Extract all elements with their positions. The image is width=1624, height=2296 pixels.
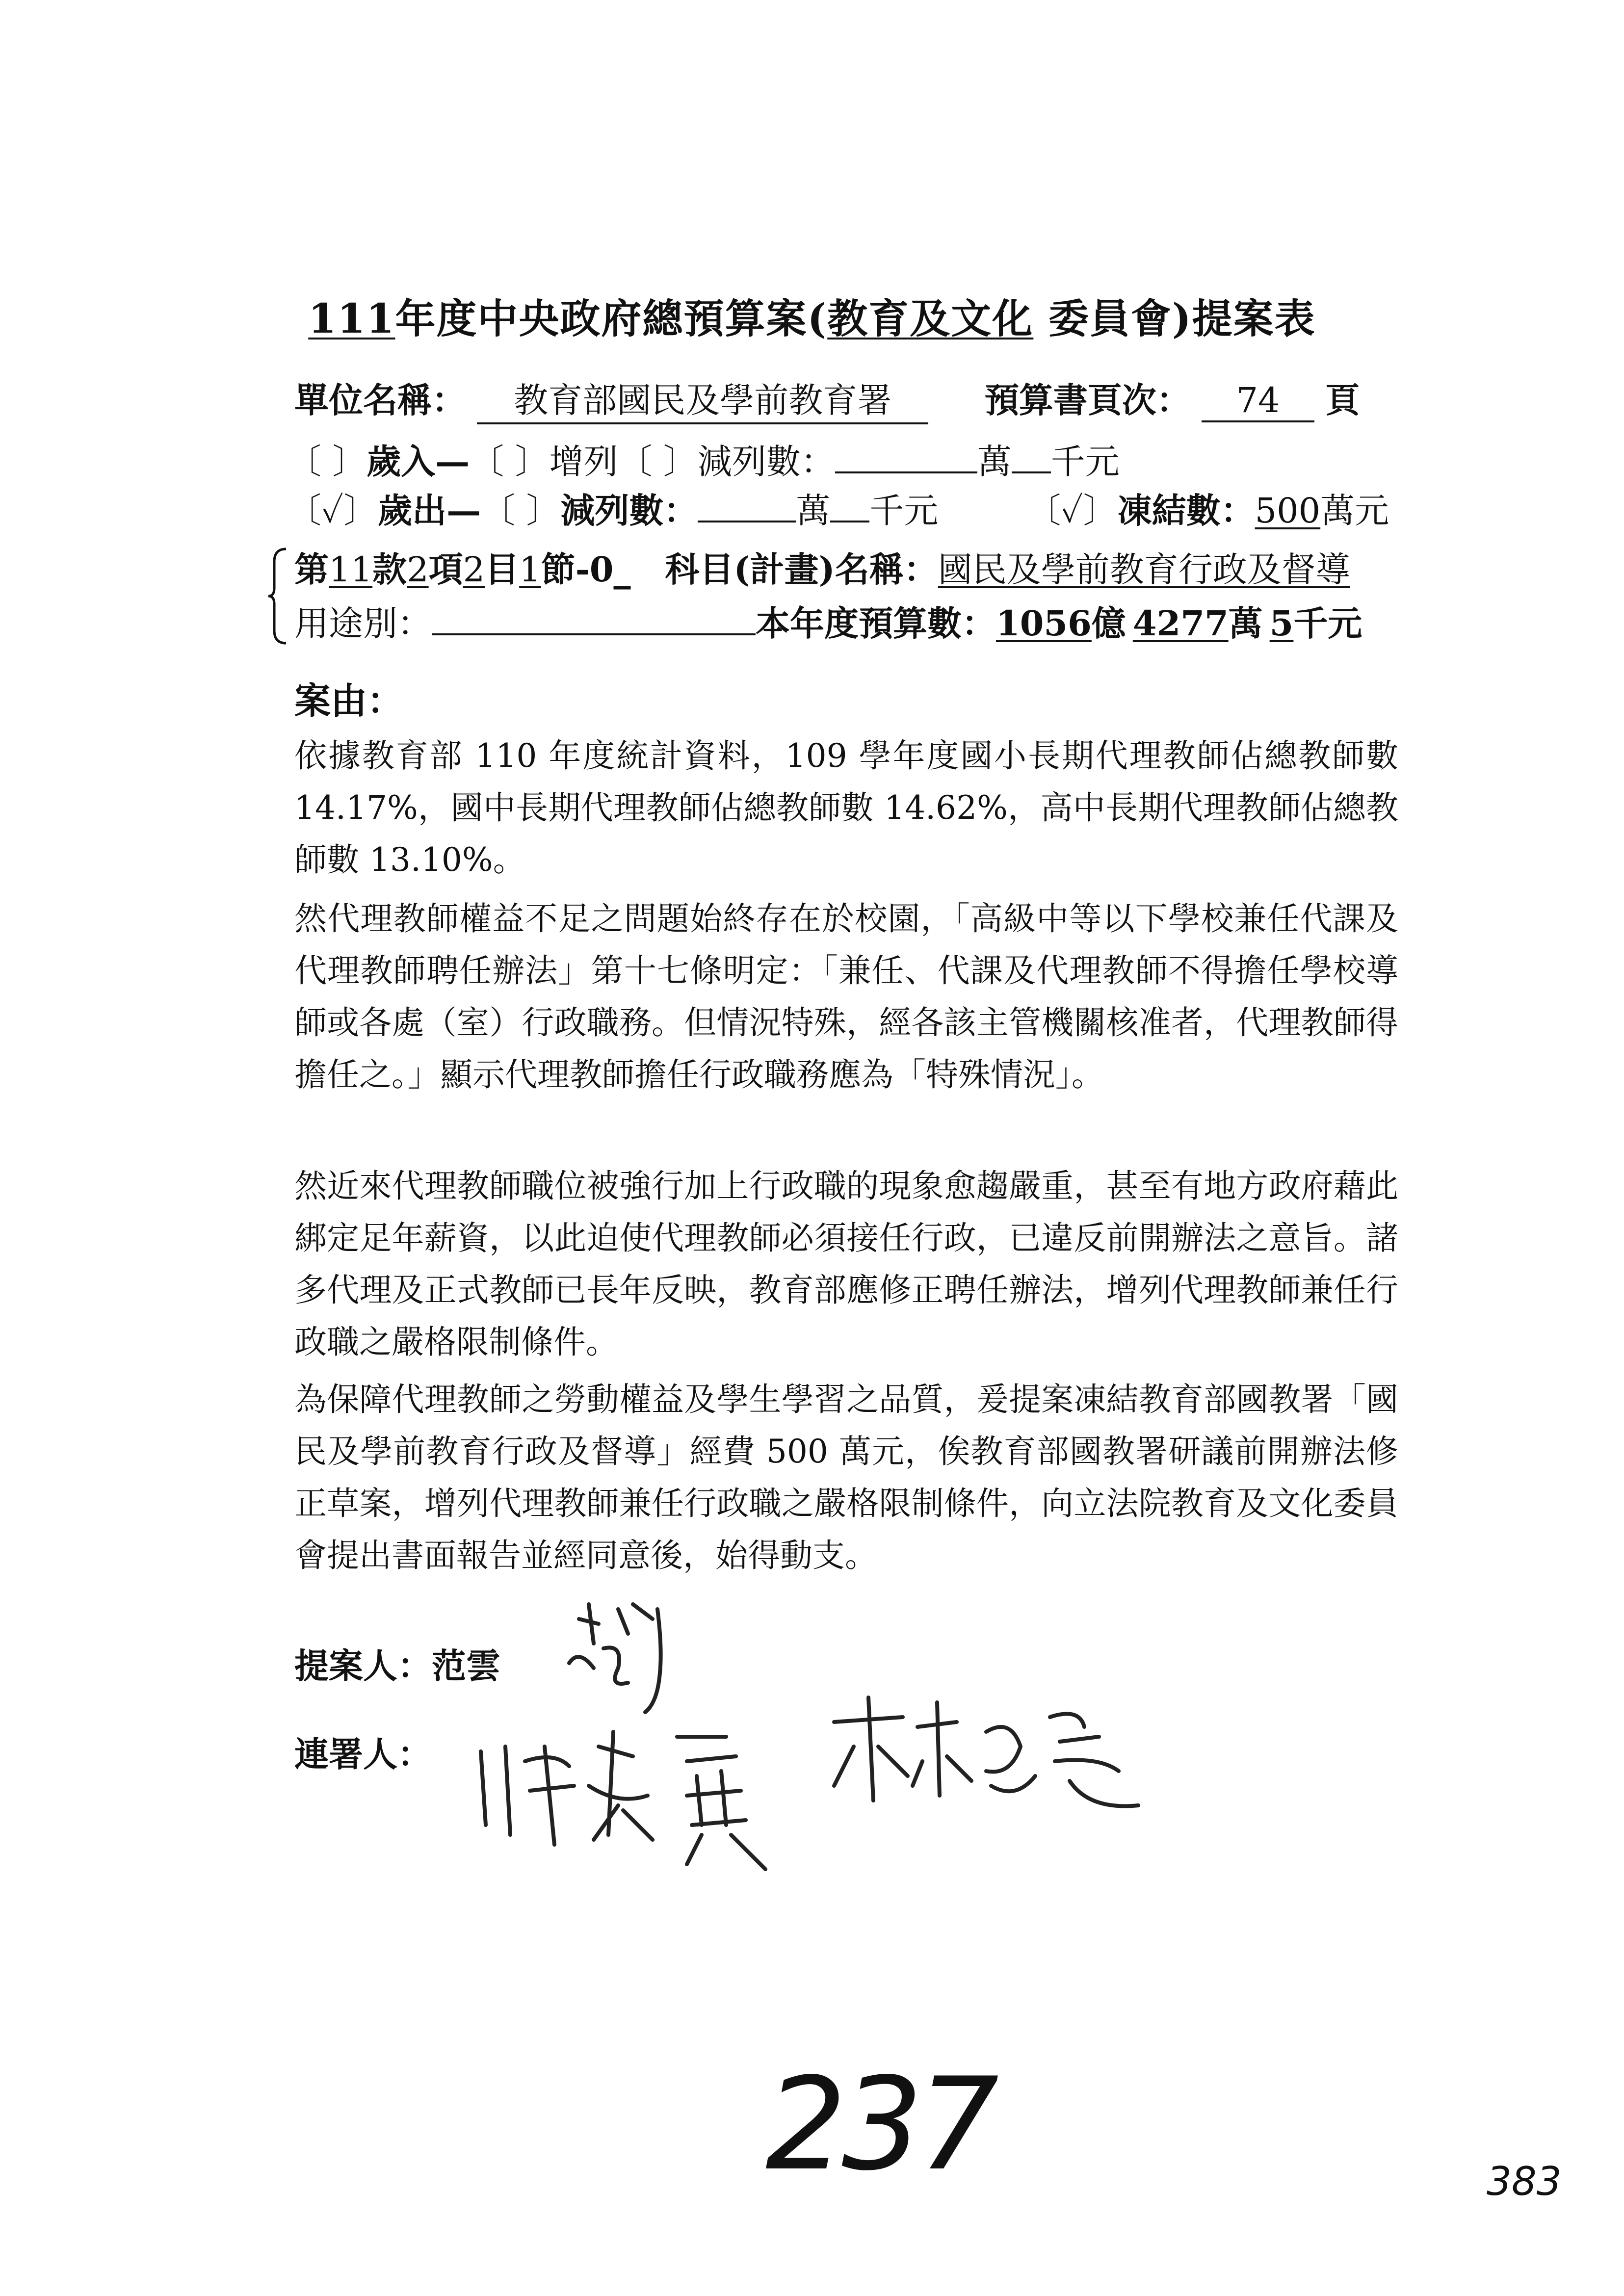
expense-qian-blank <box>830 493 869 522</box>
expense-decrease-checkbox: 〔 〕 <box>481 491 561 531</box>
page-label: 預算書頁次： <box>984 380 1191 420</box>
revenue-row <box>287 434 1120 484</box>
subject-value: 國民及學前教育行政及督導 <box>938 549 1350 590</box>
item-xiang-label: 項 <box>428 549 463 590</box>
page-value: 74 <box>1202 380 1314 422</box>
expense-decrease-label: 減列數： <box>560 490 698 531</box>
item-kuan: 11 <box>329 549 373 590</box>
freeze-label: 凍結數： <box>1117 490 1255 531</box>
usage-row <box>294 596 1362 646</box>
item-mu: 2 <box>463 549 485 590</box>
title-year: 111 <box>308 295 395 342</box>
item-row <box>294 542 1350 592</box>
usage-label: 用途別： <box>294 603 432 644</box>
unit-row <box>294 373 1360 424</box>
subject-label: 科目(計畫)名稱： <box>665 549 938 590</box>
page-number: 383 <box>1487 2159 1562 2204</box>
freeze-checkbox: 〔✓〕 <box>1026 491 1118 531</box>
reason-heading: 案由： <box>294 680 403 722</box>
freeze-value: 500 <box>1255 491 1321 531</box>
usage-blank <box>432 606 756 635</box>
expense-qian: 千元 <box>869 491 939 531</box>
item-di: 第 <box>294 549 329 590</box>
document-title <box>0 287 1624 344</box>
revenue-decrease-label: 減列數： <box>697 442 835 482</box>
revenue-label: 歲入— <box>367 441 470 482</box>
revenue-qian: 千元 <box>1050 442 1120 482</box>
left-brace <box>267 547 287 645</box>
budget-qian: 千元 <box>1293 603 1362 644</box>
paragraph-3: 然近來代理教師職位被強行加上行政職的現象愈趨嚴重，甚至有地方政府藉此綁定足年薪資，以此迫使代理教師必須接任行政，已違反前開辦法之意旨。諸多代理及正式教師已長年反映，教育部應修正聘任辦法，增列代理教師兼任行政職之嚴格限制條件。 <box>294 1167 1398 1361</box>
freeze-unit: 萬元 <box>1320 491 1389 531</box>
proposer-label: 提案人： <box>294 1645 432 1686</box>
expense-row <box>287 483 1389 533</box>
page-suffix: 頁 <box>1325 380 1360 420</box>
budget-yi: 億 <box>1091 603 1126 644</box>
budget-label: 本年度預算數： <box>756 603 996 644</box>
revenue-qian-blank <box>1012 444 1051 473</box>
unit-label: 單位名稱： <box>294 380 466 420</box>
handwritten-number: 237 <box>765 2051 995 2199</box>
revenue-wan-blank <box>835 444 977 473</box>
item-jie: 1 <box>519 549 541 590</box>
item-jie-label: 節-0_ <box>541 549 631 590</box>
title-committee: 教育及文化 <box>827 295 1034 342</box>
budget-yi-value: 1056 <box>996 603 1092 644</box>
paragraph-2: 然代理教師權益不足之問題始終存在於校園，「高級中等以下學校兼任代課及代理教師聘任辦法」第十七條明定：「兼任、代課及代理教師不得擔任學校導師或各處（室）行政職務。但情況特殊，經各該主管機關核准者，代理教師得擔任之。」顯示代理教師擔任行政職務應為「特殊情況」。 <box>294 900 1398 1094</box>
item-kuan-label: 款 <box>372 549 407 590</box>
title-part2: 委員會)提案表 <box>1033 295 1316 342</box>
paragraph-4: 為保障代理教師之勞動權益及學生學習之品質，爰提案凍結教育部國教署「國民及學前教育行政及督導」經費 500 萬元，俟教育部國教署研議前開辦法修正草案，增列代理教師兼任行政職之嚴格限制條件，向立法院教育及文化委員會提出書面報告並經同意後，始得動支。 <box>294 1381 1398 1574</box>
revenue-increase-checkbox: 〔 〕 <box>470 442 550 482</box>
revenue-decrease-checkbox: 〔 〕 <box>618 442 698 482</box>
expense-label: 歲出— <box>378 490 481 531</box>
cosigner-signature-1 <box>471 1678 814 1884</box>
revenue-wan: 萬 <box>977 442 1012 482</box>
proposer-row <box>294 1639 500 1688</box>
revenue-increase-label: 增列 <box>549 442 618 482</box>
cosigner-signature-2 <box>824 1688 1207 1825</box>
proposer-name: 范雲 <box>432 1645 500 1686</box>
revenue-checkbox: 〔 〕 <box>287 442 367 482</box>
item-xiang: 2 <box>407 549 429 590</box>
budget-qian-value: 5 <box>1269 603 1294 644</box>
unit-value: 教育部國民及學前教育署 <box>477 373 928 424</box>
expense-wan-blank <box>698 493 796 522</box>
expense-checkbox: 〔✓〕 <box>287 491 378 531</box>
title-part1: 年度中央政府總預算案( <box>395 295 828 342</box>
expense-wan: 萬 <box>796 491 831 531</box>
budget-wan: 萬 <box>1228 603 1263 644</box>
cosigner-label: 連署人： <box>294 1734 432 1774</box>
budget-wan-value: 4277 <box>1132 603 1229 644</box>
paragraph-1: 依據教育部 110 年度統計資料，109 學年度國小長期代理教師佔總教師數 14.17%，國中長期代理教師佔總教師數 14.62%，高中長期代理教師佔總教師數 13.10%。 <box>294 737 1398 879</box>
item-mu-label: 目 <box>485 549 520 590</box>
